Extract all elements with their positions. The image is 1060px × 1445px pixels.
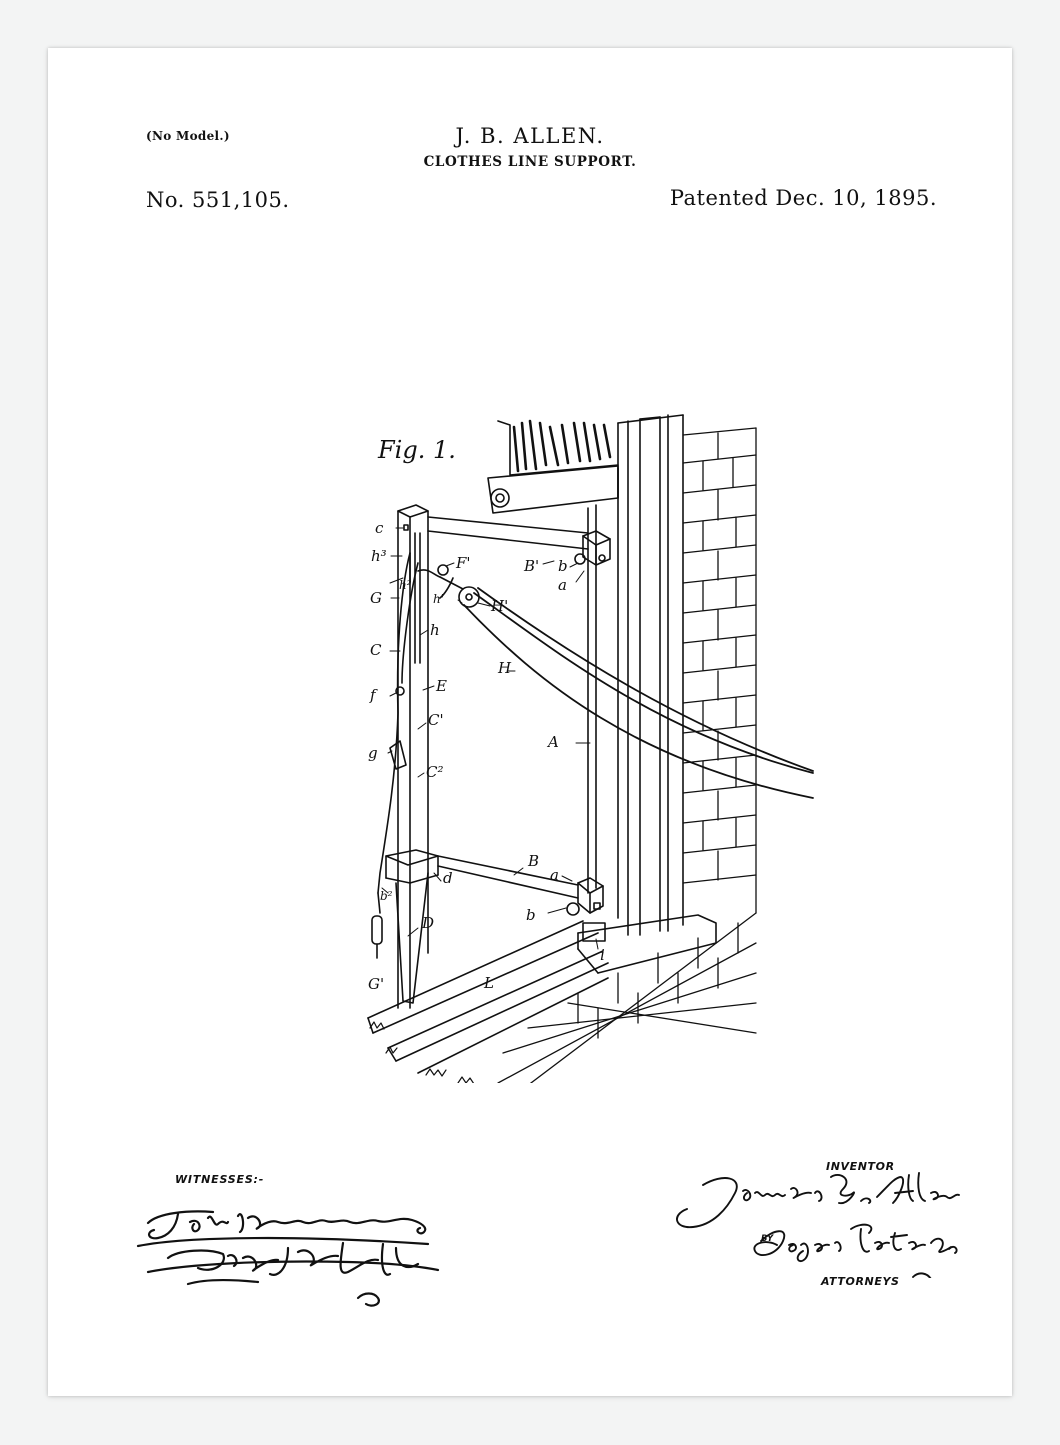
inventor-label: INVENTOR — [826, 1160, 895, 1173]
label-E: E — [436, 677, 447, 695]
model-note: (No Model.) — [146, 129, 230, 143]
label-B: B — [528, 852, 540, 870]
witness-signatures — [128, 1188, 448, 1318]
label-F1: F' — [456, 554, 471, 572]
label-A: A — [548, 733, 559, 751]
label-c: c — [375, 519, 384, 537]
patent-figure — [278, 353, 838, 1083]
label-b-top: b — [558, 557, 568, 575]
window-frame — [588, 415, 683, 935]
patent-sheet — [48, 48, 1012, 1396]
label-i: i — [600, 946, 605, 964]
base-rail — [368, 921, 608, 1073]
label-h2: h² — [399, 578, 412, 592]
label-G: G — [370, 589, 382, 607]
label-f: f — [370, 686, 376, 704]
patent-date: Patented Dec. 10, 1895. — [669, 186, 937, 210]
cord-and-weight — [372, 553, 418, 958]
label-L: L — [484, 974, 494, 992]
label-C2: C² — [426, 763, 444, 781]
lower-arm — [438, 856, 603, 915]
label-a-bottom: a — [550, 866, 559, 884]
label-a-top: a — [558, 576, 567, 594]
patent-number: No. 551,105. — [146, 188, 290, 212]
label-h: h — [430, 621, 440, 639]
attorneys-label: ATTORNEYS — [821, 1275, 900, 1288]
inventor-signatures — [663, 1163, 963, 1278]
inventor-name: J. B. ALLEN. — [455, 124, 605, 148]
figure-caption: Fig. 1. — [378, 436, 456, 464]
label-C: C — [370, 641, 382, 659]
clothesline — [464, 588, 813, 798]
label-C1: C' — [428, 711, 444, 729]
by-label: BY — [761, 1234, 774, 1244]
label-b2: b² — [380, 889, 393, 903]
label-g: g — [368, 744, 378, 762]
label-h1: h' — [433, 592, 445, 606]
label-h3: h³ — [371, 547, 387, 565]
label-H: H — [498, 659, 512, 677]
label-H1: H' — [491, 597, 509, 615]
witnesses-label: WITNESSES:- — [175, 1173, 265, 1186]
upper-sash — [488, 421, 618, 513]
label-D: D — [422, 914, 435, 932]
label-b-bottom: b — [526, 906, 536, 924]
label-B1: B' — [524, 557, 540, 575]
invention-title: CLOTHES LINE SUPPORT. — [423, 154, 637, 170]
label-G1: G' — [368, 975, 385, 993]
label-d: d — [443, 869, 453, 887]
